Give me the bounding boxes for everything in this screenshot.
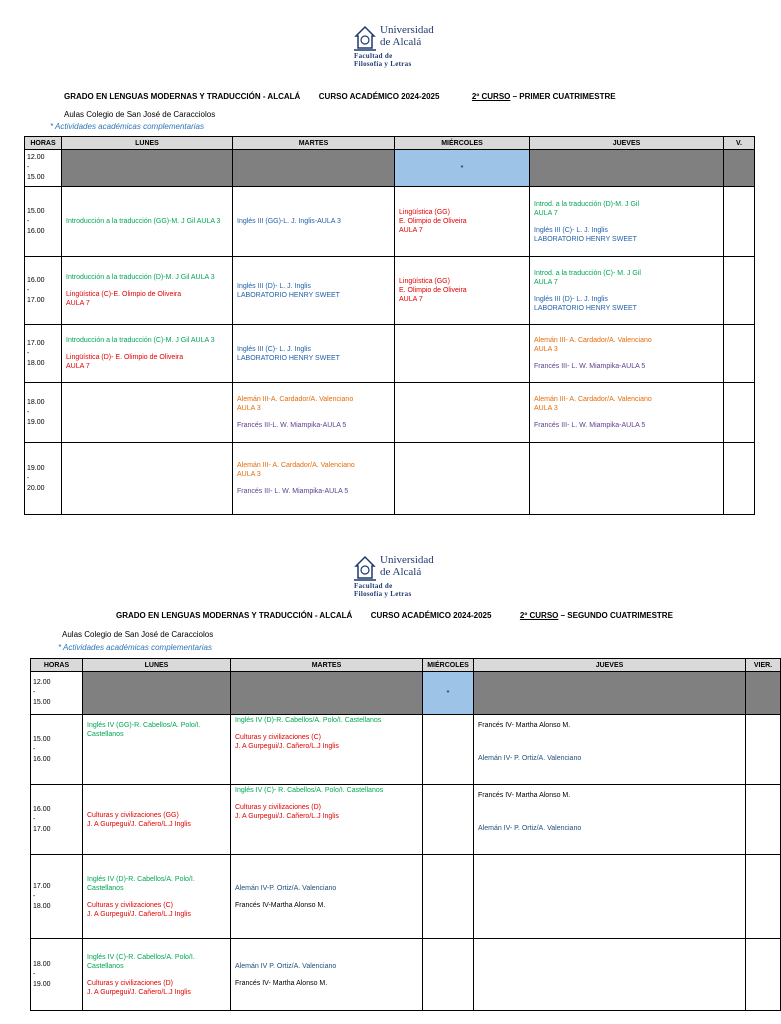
- hour-cell: 17.00 - 18.00: [25, 325, 62, 383]
- empty-cell: [62, 383, 233, 443]
- university-logo: [352, 554, 462, 606]
- hour-cell: 16.00 - 17.00: [31, 785, 83, 855]
- class-cell: Francés IV- Martha Alonso M. Alemán IV- P. Ortiz/A. Valenciano: [474, 785, 746, 855]
- empty-cell: [724, 443, 755, 515]
- table-row: [31, 855, 781, 939]
- col-miercoles: MIÉRCOLES: [395, 137, 530, 150]
- empty-cell: [233, 150, 395, 187]
- logo-line-2: de Alcalá: [380, 36, 422, 48]
- aulas-label: Aulas Colegio de San José de Caracciolos: [64, 110, 216, 119]
- hour-cell: 18.00 - 19.00: [25, 383, 62, 443]
- table-row: [25, 383, 755, 443]
- empty-cell: [724, 187, 755, 257]
- empty-cell: [474, 855, 746, 939]
- empty-cell: [724, 150, 755, 187]
- col-lunes: LUNES: [62, 137, 233, 150]
- empty-cell: [62, 443, 233, 515]
- class-cell: Inglés III (C)- L. J. Inglis LABORATORIO HENRY SWEET: [233, 325, 395, 383]
- hour-cell: 18.00 - 19.00: [31, 939, 83, 1011]
- table-row: [25, 443, 755, 515]
- col-jueves: JUEVES: [474, 659, 746, 672]
- semester-label: – PRIMER CUATRIMESTRE: [510, 92, 616, 101]
- class-cell: Alemán III-A. Cardador/A. Valenciano AULA 3 Francés III-L. W. Miampika-AULA 5: [233, 383, 395, 443]
- empty-cell: [423, 939, 474, 1011]
- empty-cell: [746, 715, 781, 785]
- aulas-label: Aulas Colegio de San José de Caracciolos: [62, 630, 214, 639]
- class-cell: Inglés IV (C)-R. Cabellos/A. Polo/I. Castellanos Culturas y civilizaciones (D) J. A Gurpegui/J. Cañero/L.J Inglis: [83, 939, 231, 1011]
- activity-marker: *: [423, 672, 474, 715]
- empty-cell: [474, 672, 746, 715]
- empty-cell: [231, 672, 423, 715]
- empty-cell: [423, 785, 474, 855]
- logo-line-3: Facultad de: [354, 52, 393, 60]
- empty-cell: [746, 855, 781, 939]
- class-cell: Inglés III (D)- L. J. Inglis LABORATORIO HENRY SWEET: [233, 257, 395, 325]
- course-label: 2º CURSO: [519, 611, 559, 620]
- empty-cell: [423, 715, 474, 785]
- class-cell: Lingüística (GG) E. Olimpio de Oliveira AULA 7: [395, 187, 530, 257]
- course-label: 2º CURSO: [471, 92, 511, 101]
- hour-cell: 19.00 - 20.00: [25, 443, 62, 515]
- table-row: [31, 672, 781, 715]
- hour-cell: 12.00 - 15.00: [31, 672, 83, 715]
- class-cell: Culturas y civilizaciones (GG) J. A Gurpegui/J. Cañero/L.J Inglis: [83, 785, 231, 855]
- hour-cell: 15.00 - 16.00: [31, 715, 83, 785]
- empty-cell: [395, 383, 530, 443]
- empty-cell: [474, 939, 746, 1011]
- logo-line-1: Universidad: [380, 554, 434, 566]
- table-row: [25, 257, 755, 325]
- col-martes: MARTES: [233, 137, 395, 150]
- class-cell: Francés IV- Martha Alonso M. Alemán IV- P. Ortiz/A. Valenciano: [474, 715, 746, 785]
- class-cell: Introd. a la traducción (D)-M. J Gil AULA 7 Inglés III (C)- L. J. Inglis LABORATORIO HENRY SWEET: [530, 187, 724, 257]
- university-crest-icon: [352, 556, 378, 582]
- empty-cell: [530, 150, 724, 187]
- table-row: [31, 785, 781, 855]
- logo-line-1: Universidad: [380, 24, 434, 36]
- schedule-2-header: [116, 611, 673, 620]
- col-miercoles: MIÉRCOLES: [423, 659, 474, 672]
- col-horas: HORAS: [31, 659, 83, 672]
- logo-line-2: de Alcalá: [380, 566, 422, 578]
- class-cell: Inglés III (GG)-L. J. Inglis-AULA 3: [233, 187, 395, 257]
- empty-cell: [746, 672, 781, 715]
- col-lunes: LUNES: [83, 659, 231, 672]
- empty-cell: [395, 443, 530, 515]
- hour-cell: 16.00 - 17.00: [25, 257, 62, 325]
- university-crest-icon: [352, 26, 378, 52]
- class-cell: Alemán III- A. Cardador/A. Valenciano AULA 3 Francés III- L. W. Miampika-AULA 5: [233, 443, 395, 515]
- activities-note: * Actividades académicas complementarias: [58, 643, 212, 652]
- empty-cell: [83, 672, 231, 715]
- table-header-row: [31, 659, 781, 672]
- semester-label: – SEGUNDO CUATRIMESTRE: [558, 611, 673, 620]
- class-cell: Inglés IV (GG)-R. Cabellos/A. Polo/I. Castellanos: [83, 715, 231, 785]
- empty-cell: [724, 383, 755, 443]
- class-cell: Introducción a la traducción (C)-M. J Gil AULA 3 Lingüística (D)- E. Olimpio de Oliveira AULA 7: [62, 325, 233, 383]
- table-row: [31, 715, 781, 785]
- table-header-row: [25, 137, 755, 150]
- col-horas: HORAS: [25, 137, 62, 150]
- schedule-table-2: [30, 658, 781, 1011]
- class-cell: Alemán III- A. Cardador/A. Valenciano AULA 3 Francés III- L. W. Miampika-AULA 5: [530, 383, 724, 443]
- class-cell: Alemán IV-P. Ortiz/A. Valenciano Francés IV-Martha Alonso M.: [231, 855, 423, 939]
- class-cell: Inglés IV (C)- R. Cabellos/A. Polo/I. Castellanos Culturas y civilizaciones (D) J. A Gurpegui/J. Cañero/L.J Inglis: [231, 785, 423, 855]
- class-cell: Introducción a la traducción (D)-M. J Gil AULA 3 Lingüística (C)-E. Olimpio de Oliveira AULA 7: [62, 257, 233, 325]
- activity-marker: *: [395, 150, 530, 187]
- empty-cell: [395, 325, 530, 383]
- table-row: [25, 325, 755, 383]
- hour-cell: 15.00 - 16.00: [25, 187, 62, 257]
- col-viernes: VIER.: [746, 659, 781, 672]
- hour-cell: 12.00 - 15.00: [25, 150, 62, 187]
- university-logo: [352, 24, 462, 76]
- empty-cell: [746, 939, 781, 1011]
- class-cell: Inglés IV (D)-R. Cabellos/A. Polo/I. Castellanos Culturas y civilizaciones (C) J. A Gurpegui/J. Cañero/L.J Inglis: [83, 855, 231, 939]
- schedule-table-1: [24, 136, 755, 515]
- class-cell: Alemán III- A. Cardador/A. Valenciano AULA 3 Francés III- L. W. Miampika-AULA 5: [530, 325, 724, 383]
- table-row: [31, 939, 781, 1011]
- logo-line-4: Filosofía y Letras: [354, 590, 412, 598]
- empty-cell: [530, 443, 724, 515]
- logo-line-4: Filosofía y Letras: [354, 60, 412, 68]
- hour-cell: 17.00 - 18.00: [31, 855, 83, 939]
- empty-cell: [724, 325, 755, 383]
- activities-note: * Actividades académicas complementarias: [50, 122, 204, 131]
- table-row: [25, 187, 755, 257]
- empty-cell: [62, 150, 233, 187]
- schedule-1-header: [64, 92, 616, 101]
- class-cell: Alemán IV P. Ortiz/A. Valenciano Francés IV- Martha Alonso M.: [231, 939, 423, 1011]
- empty-cell: [423, 855, 474, 939]
- empty-cell: [724, 257, 755, 325]
- col-jueves: JUEVES: [530, 137, 724, 150]
- degree-title: GRADO EN LENGUAS MODERNAS Y TRADUCCIÓN - ALCALÁ: [116, 611, 353, 620]
- class-cell: Introd. a la traducción (C)- M. J Gil AULA 7 Inglés III (D)- L. J. Inglis LABORATORIO HENRY SWEET: [530, 257, 724, 325]
- col-martes: MARTES: [231, 659, 423, 672]
- empty-cell: [746, 785, 781, 855]
- col-viernes: V.: [724, 137, 755, 150]
- class-cell: Inglés IV (D)-R. Cabellos/A. Polo/I. Castellanos Culturas y civilizaciones (C) J. A Gurpegui/J. Cañero/L.J Inglis: [231, 715, 423, 785]
- table-row: [25, 150, 755, 187]
- academic-year: CURSO ACADÉMICO 2024-2025: [318, 92, 440, 101]
- logo-line-3: Facultad de: [354, 582, 393, 590]
- class-cell: Lingüística (GG) E. Olimpio de Oliveira AULA 7: [395, 257, 530, 325]
- degree-title: GRADO EN LENGUAS MODERNAS Y TRADUCCIÓN - ALCALÁ: [64, 92, 301, 101]
- class-cell: Introducción a la traducción (GG)-M. J Gil AULA 3: [62, 187, 233, 257]
- academic-year: CURSO ACADÉMICO 2024-2025: [370, 611, 492, 620]
